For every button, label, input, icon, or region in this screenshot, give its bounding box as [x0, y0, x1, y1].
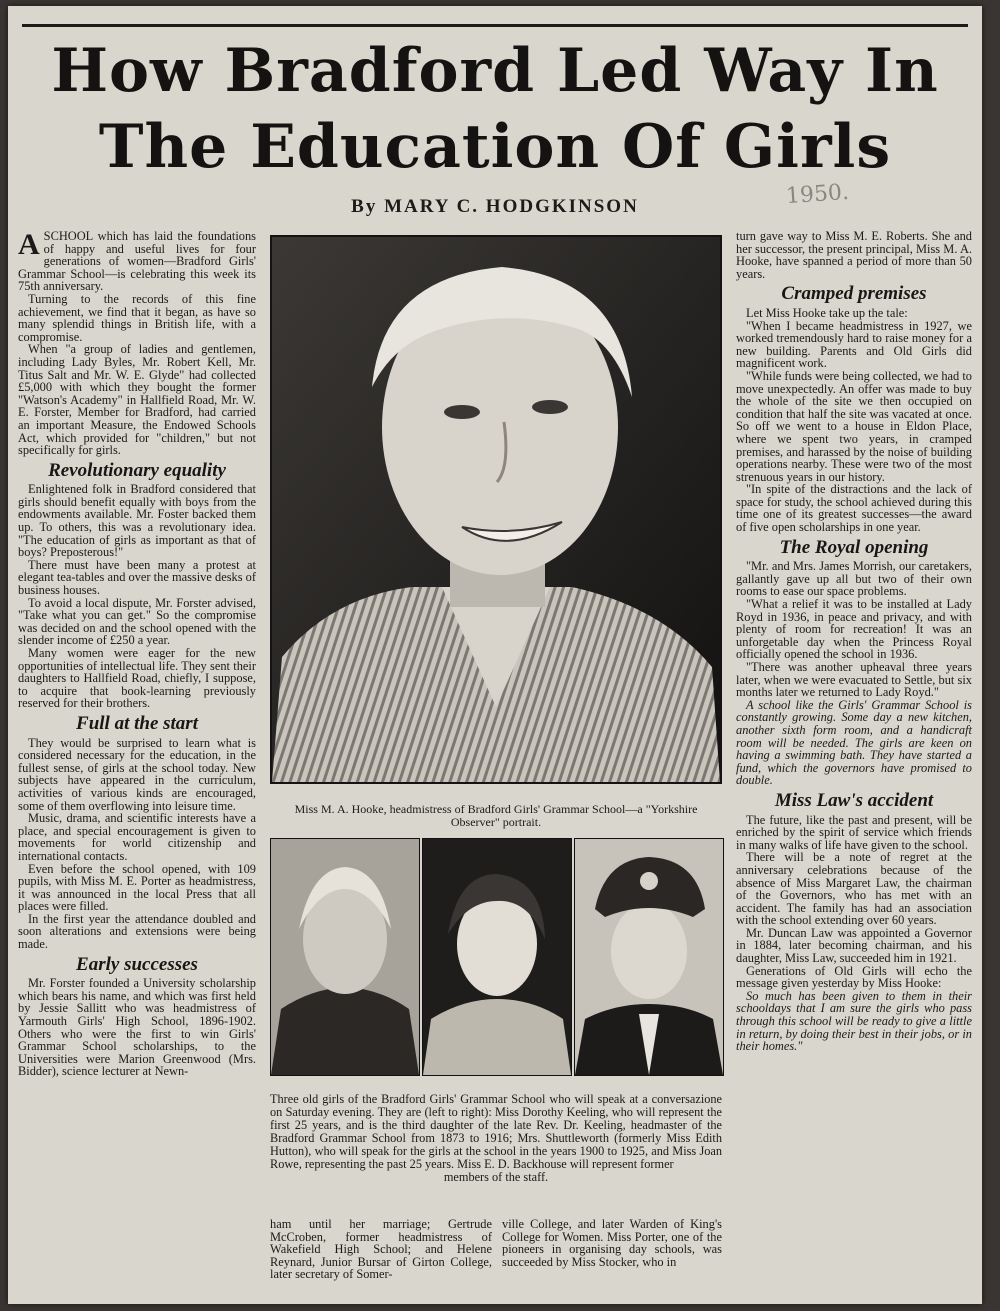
- paragraph: turn gave way to Miss M. E. Roberts. She and her successor, the present principal, Miss M. A. Hooke, have spanned a period of more than 50 years.: [736, 229, 972, 281]
- subheading: The Royal opening: [779, 536, 929, 558]
- newspaper-clipping: [8, 6, 982, 1304]
- paragraph: "When I became headmistress in 1927, we worked tremendously hard to raise money for a new building. Parents and Old Girls did magnificent work.: [736, 318, 972, 371]
- continuation-left: [270, 1218, 492, 1281]
- paragraph: Let Miss Hooke take up the tale:: [746, 305, 908, 320]
- paragraph: Music, drama, and scientific interests have a place, and special encouragement is given to movements for world citizenship and international contacts.: [18, 811, 256, 863]
- paragraph: A school like the Girls' Grammar School is constantly growing. Some day a new kitchen, another sixth form room, and a handicraft room will be needed. The girls are keen on having a swimming bath. They have started a fund, which the governors have promised to double.: [736, 697, 972, 788]
- photo-dorothy-keeling: [270, 838, 420, 1076]
- headline-line-1: How Bradford Led Way In: [51, 36, 939, 106]
- pencil-note: 1950.: [785, 179, 850, 210]
- paragraph: ham until her marriage; Gertrude McCroben, former headmistress of Wakefield High School; and Helene Reynard, Junior Bursar of Girton College, later secretary of Somer-: [270, 1217, 492, 1282]
- paragraph: Mr. Forster founded a University scholarship which bears his name, and which was first held by Jessie Sallitt who was headmistress of Yarmouth Girls' High School, 1896-1902. Others who were the first to win Girls' Grammar School scholarships, to the Universities were Marion Greenwood (Mrs. Bidder), science lecturer at Newn-: [18, 976, 256, 1079]
- trio-caption-end: members of the staff.: [443, 1170, 549, 1184]
- paragraph: There will be a note of regret at the anniversary celebrations because of the absence of Miss Margaret Law, the chairman of the Governors, who has met with an accident. The family has had an association with the school extending over 60 years.: [736, 850, 972, 928]
- paragraph: ville College, and later Warden of King's College for Women. Miss Porter, one of the pioneers in organising day schools, was succeeded by Miss Stocker, who in: [502, 1217, 722, 1269]
- top-rule: [22, 24, 968, 27]
- byline: By MARY C. HODGKINSON: [351, 196, 639, 217]
- paragraph: To avoid a local dispute, Mr. Forster advised, "Take what you can get." So the compromise was decided on and the school opened with the slender income of £250 a year.: [18, 595, 256, 648]
- trio-caption-text: Three old girls of the Bradford Girls' Grammar School who will speak at a conversazione on Saturday evening. They are (left to right): Miss Dorothy Keeling, who will represent the first 25 years, and is the third daughter of the late Rev. Dr. Keeling, headmaster of the Bradford Grammar School from 1873 to 1916; Mrs. Shuttleworth (formerly Miss Edith Hutton), who will speak for the girls at the school in the years 1900 to 1925, and Miss Joan Rowe, representing the past 25 years. Miss E. D. Backhouse will represent former: [270, 1092, 722, 1171]
- drop-cap: A: [18, 228, 40, 261]
- subheading: Miss Law's accident: [774, 789, 934, 811]
- paragraph: "In spite of the distractions and the lack of space for study, the school achieved during this time one of its greatest successes—the award of five open scholarships in one year.: [736, 482, 972, 535]
- headline-line-2: The Education Of Girls: [98, 112, 892, 182]
- paragraph: "What a relief it was to be installed at Lady Royd in 1936, in peace and privacy, and with plenty of room for recreation! It was an unforgetable day when the Princess Royal officially opened the school in 1936.: [736, 597, 972, 662]
- paragraph: Generations of Old Girls will echo the message given yesterday by Miss Hooke:: [736, 963, 972, 991]
- paragraph: Mr. Duncan Law was appointed a Governor in 1884, later becoming chairman, and his daughter, Miss Law, succeeded him in 1921.: [736, 925, 972, 966]
- subheading: Full at the start: [76, 712, 198, 734]
- trio-photos: [270, 838, 722, 1076]
- paragraph: "Mr. and Mrs. James Morrish, our caretakers, gallantly gave up all but two of their own rooms to ease our space problems.: [736, 559, 972, 599]
- paragraph: There must have been many a protest at elegant tea-tables and over the massive desks of business houses.: [18, 557, 256, 598]
- left-column: [18, 230, 256, 1078]
- headmistress-portrait: [270, 235, 722, 784]
- subheading: Revolutionary equality: [48, 459, 226, 481]
- subheading: Early successes: [76, 953, 198, 975]
- right-column: [736, 230, 972, 1053]
- paragraph: Even before the school opened, with 109 pupils, with Miss M. E. Porter as headmistress, it was announced in the local Press that all places were filled.: [18, 861, 256, 914]
- paragraph: "There was another upheaval three years later, when we were evacuated to Settle, but six months later we returned to Lady Royd.": [736, 660, 972, 700]
- paragraph: When "a group of ladies and gentlemen, including Lady Byles, Mr. Robert Kell, Mr. Titus Salt and Mr. W. E. Glyde" had collected £5,000 with which they bought the former "Watson's Academy" in Hallfield Road, Mr. W. E. Forster, Member for Bradford, had carried an important Measure, the Endowed Schools Act, which provided for "children," but not specifically for girls.: [18, 342, 256, 458]
- paragraph: Many women were eager for the new opportunities of intellectual life. They sent their daughters to Hallfield Road, chiefly, I suppose, to acquire that book-learning previously reserved for their brothers.: [18, 646, 256, 711]
- continuation-right: [502, 1218, 722, 1268]
- paragraph: So much has been given to them in their schooldays that I am sure the girls who pass through this school will be ready to give a little in return, by doing their best in their jobs, or in their homes.": [736, 988, 972, 1054]
- subheading: Cramped premises: [781, 283, 927, 305]
- paragraph: They would be surprised to learn what is considered necessary for the education, in the fullest sense, of girls at the school today. New subjects have appeared in the curriculum, activities of various kinds are encouraged, some of them overflowing into leisure time.: [18, 735, 256, 813]
- trio-caption: [270, 1093, 722, 1184]
- photo-joan-rowe: [574, 838, 724, 1076]
- paragraph: The future, like the past and present, will be enriched by the spirit of service which friends in many walks of life have given to the school.: [736, 812, 972, 852]
- paragraph: Enlightened folk in Bradford considered that girls should benefit equally with boys from the endowments available. Mr. Foster backed them up. To others, this was a revolutionary idea. "The education of girls as important as that of boys? Preposterous!": [18, 482, 256, 560]
- paragraph: Turning to the records of this fine achievement, we find that it began, as have so many splendid things in British life, with a compromise.: [18, 291, 256, 344]
- portrait-caption: Miss M. A. Hooke, headmistress of Bradford Girls' Grammar School—a "Yorkshire Observer" portrait.: [294, 802, 698, 829]
- intro-paragraph: SCHOOL which has laid the foundations of happy and useful lives for four generations of women—Bradford Girls' Grammar School—is celebrating this week its 75th anniversary.: [18, 229, 256, 294]
- paragraph: In the first year the attendance doubled and soon alterations and extensions were being made.: [18, 911, 256, 952]
- paragraph: "While funds were being collected, we had to move unexpectedly. An offer was made to buy the whole of the site we then occupied on condition that half the site was vacated at once. So off we went to a house in Eldon Place, where we spent two years, in cramped premises, and harassed by the noise of building operations nearby. These were two of the most strenuous years in our history.: [736, 368, 972, 484]
- photo-mrs-shuttleworth: [422, 838, 572, 1076]
